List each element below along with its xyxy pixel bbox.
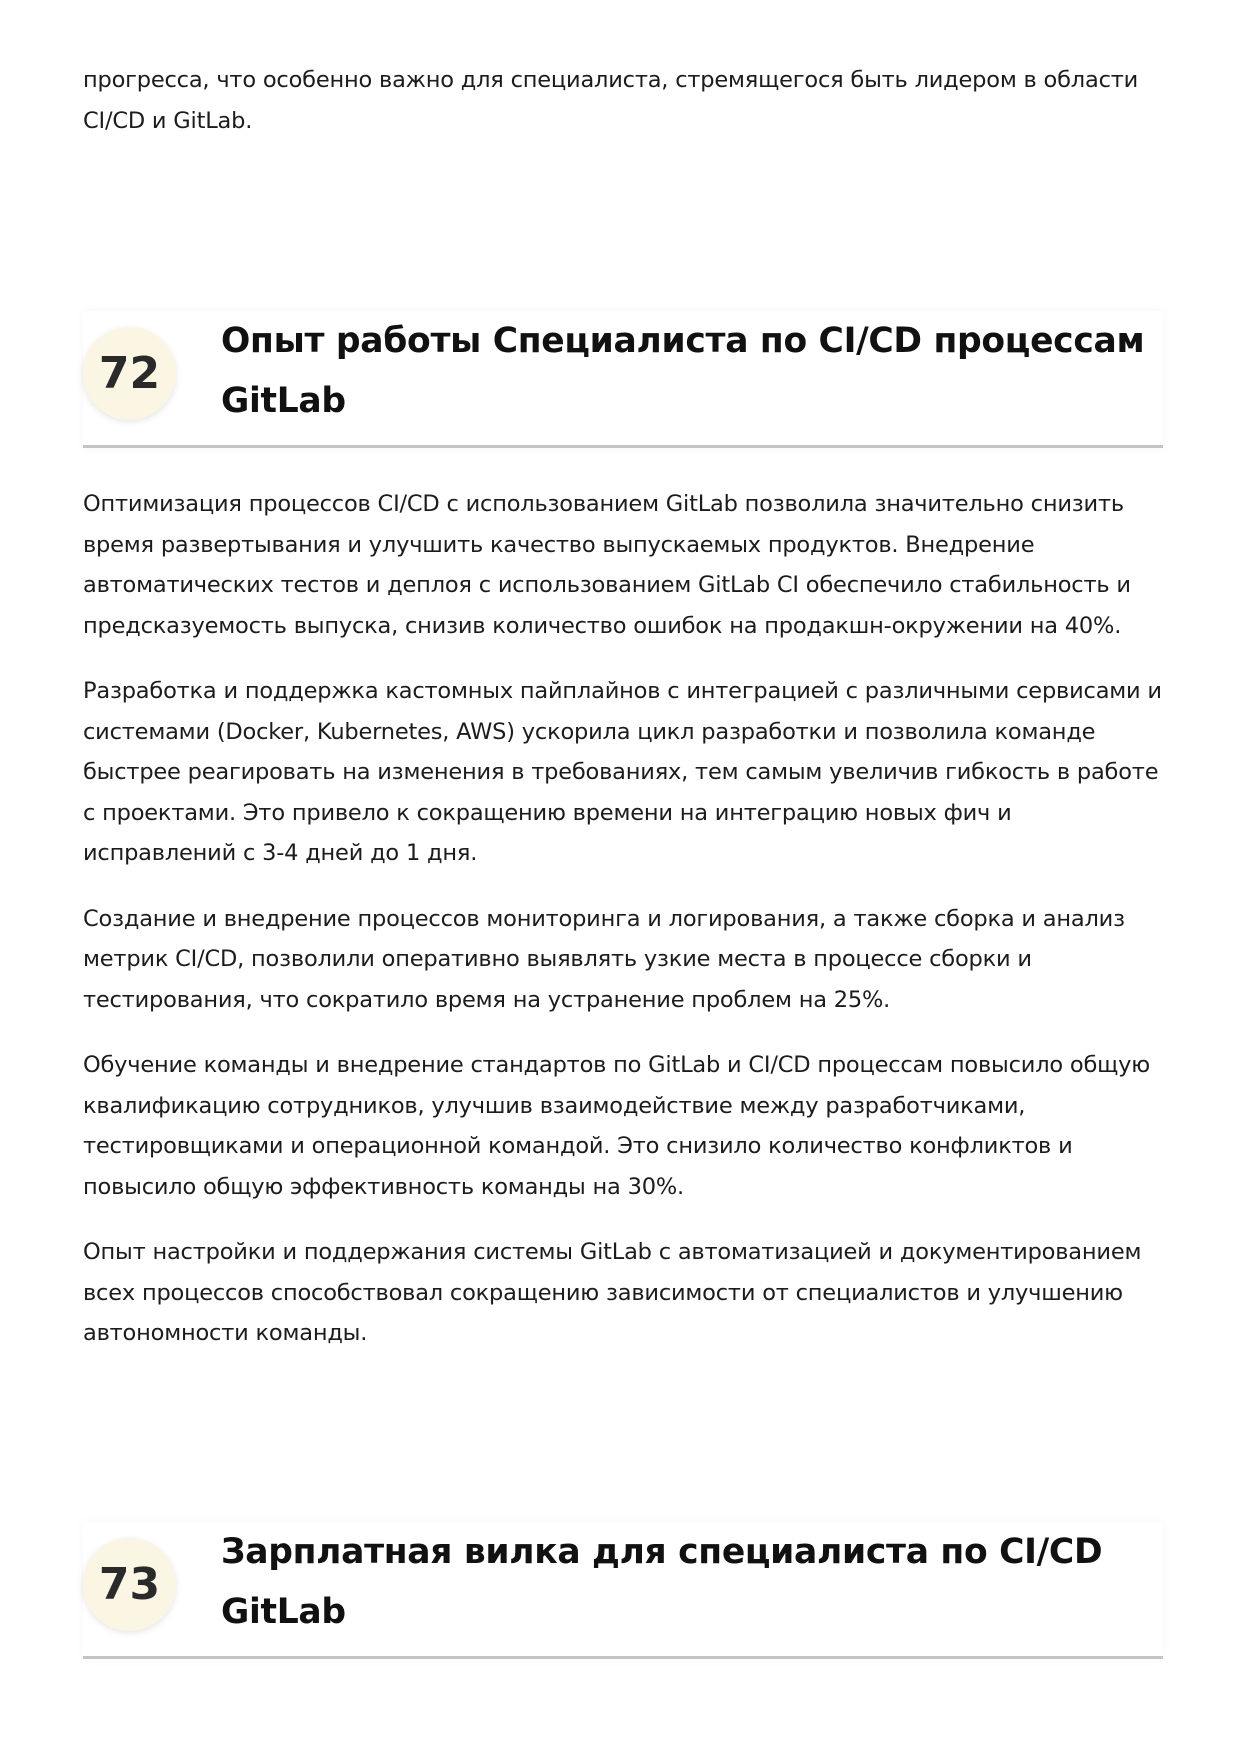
section-header-72 [83,311,1163,448]
section-header-73 [83,1522,1163,1659]
body-paragraph: Разработка и поддержка кастомных пайплайнов с интеграцией с различными сервисами и системами (Docker, Kubernetes, AWS) ускорила цикл разработки и позволила команде быстрее реагировать на изменения в требованиях, тем самым увеличив гибкость в работе с проектами. Это привело к сокращению времени на интеграцию новых фич и исправлений с 3-4 дней до 1 дня. [83,678,1162,866]
section-number-badge: 73 [83,1538,176,1631]
body-paragraph: Опыт настройки и поддержания системы GitLab с автоматизацией и документированием всех процессов способствовал сокращению зависимости от специалистов и улучшению автономности команды. [83,1239,1142,1346]
section-number-badge: 72 [83,327,176,420]
intro-paragraph: прогресса, что особенно важно для специалиста, стремящегося быть лидером в области CI/CD и GitLab. [83,67,1139,134]
body-paragraph: Создание и внедрение процессов мониторинга и логирования, а также сборка и анализ метрик CI/CD, позволили оперативно выявлять узкие места в процессе сборки и тестирования, что сократило время на устранение проблем на 25%. [83,905,1125,1013]
section-title: Опыт работы Специалиста по CI/CD процессам GitLab [221,321,1145,421]
section-body-72 [83,484,1168,1379]
body-paragraph: Обучение команды и внедрение стандартов по GitLab и CI/CD процессам повысило общую квалификацию сотрудников, улучшив взаимодействие между разработчиками, тестировщиками и операционной командой. Это снизило количество конфликтов и повысило общую эффективность команды на 30%. [83,1052,1150,1200]
body-paragraph: Оптимизация процессов CI/CD с использованием GitLab позволила значительно снизить время развертывания и улучшить качество выпускаемых продуктов. Внедрение автоматических тестов и деплоя с использованием GitLab CI обеспечило стабильность и предсказуемость выпуска, снизив количество ошибок на продакшн-окружении на 40%. [83,491,1131,639]
section-title: Зарплатная вилка для специалиста по CI/CD GitLab [221,1532,1103,1632]
